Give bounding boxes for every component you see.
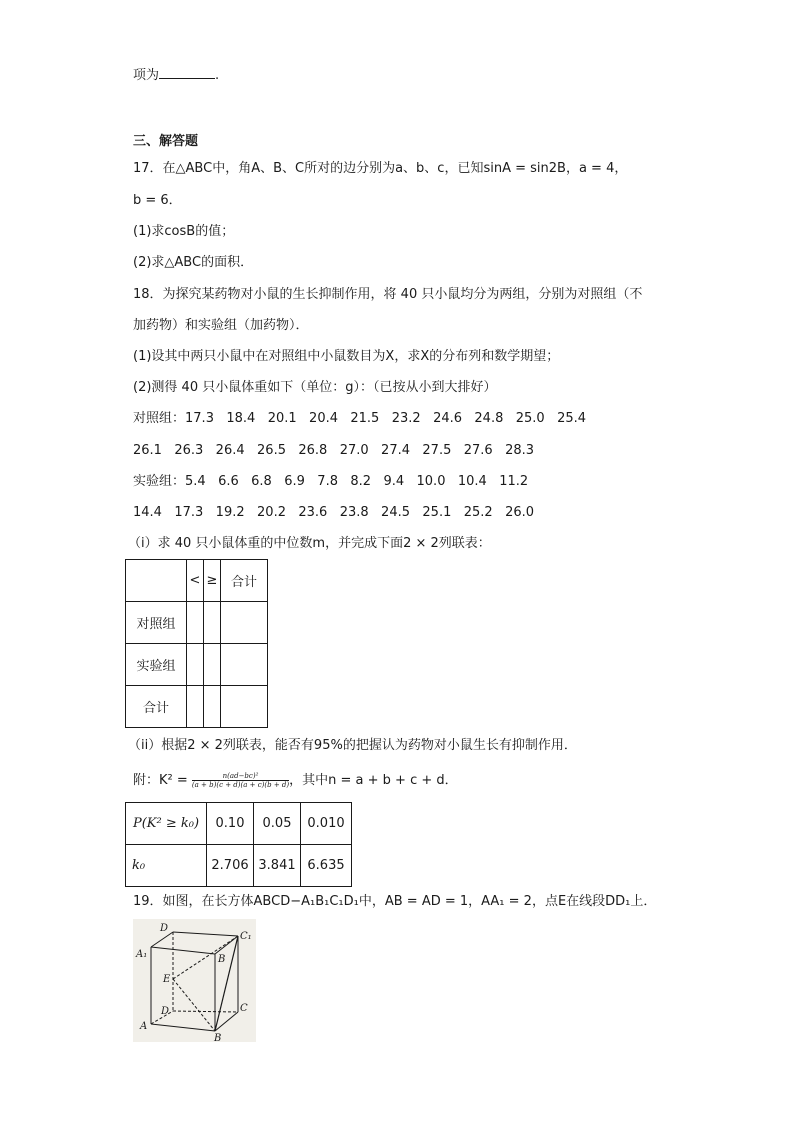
label-B: B: [214, 1033, 222, 1042]
ptable-k-label: k₀: [126, 845, 207, 887]
q17-part1: (1)求cosB的值；: [133, 224, 235, 239]
table-corner-cell: [126, 560, 187, 602]
cuboid-figure: [133, 919, 256, 1042]
ptable-header: P(K² ≥ k₀): [126, 803, 207, 845]
label-D1: D: [160, 923, 169, 934]
q18-line2: 加药物）和实验组（加药物）．: [133, 318, 309, 333]
contingency-table: [125, 559, 268, 728]
header-total: 合计: [221, 560, 268, 602]
ptable-v2: 0.05: [254, 803, 301, 845]
row-total: 合计: [126, 686, 187, 728]
experiment-values-1: 5.4 6.6 6.8 6.9 7.8 8.2 9.4 10.0 10.4 11.2: [185, 474, 529, 489]
appendix-tail: ，其中n = a + b + c + d．: [289, 773, 458, 788]
ptable-k1: 2.706: [207, 845, 254, 887]
cell-total-total[interactable]: [221, 686, 268, 728]
prev-tail-text: 项为: [133, 68, 160, 83]
label-B1: B: [218, 954, 226, 965]
appendix-label: 附：K² =: [133, 773, 192, 788]
control-group-row2: 26.1 26.3 26.4 26.5 26.8 27.0 27.4 27.5 27.6 28.3: [133, 443, 535, 458]
label-C1: C₁: [240, 931, 252, 942]
fraction-numerator: n(ad−bc)²: [192, 772, 289, 781]
header-greater-equal: ≥: [204, 560, 221, 602]
experiment-group-label: 实验组：: [133, 474, 186, 489]
q19-line1: 19．如图，在长方体ABCD−A₁B₁C₁D₁中，AB = AD = 1，AA₁ = 2，点E在线段DD₁上．: [133, 894, 657, 909]
q18-part1: (1)设其中两只小鼠中在对照组中小鼠数目为X，求X的分布列和数学期望；: [133, 349, 560, 364]
control-group-label: 对照组：: [133, 411, 186, 426]
control-values-1: 17.3 18.4 20.1 20.4 21.5 23.2 24.6 24.8 25.0 25.4: [185, 411, 587, 426]
label-A1: A₁: [136, 949, 148, 960]
label-D: D: [161, 1006, 170, 1017]
q17-line1: 17．在△ABC中，角A、B、C所对的边分别为a、b、c，已知sinA = sin2B，a = 4，: [133, 161, 628, 176]
cell-control-total[interactable]: [221, 602, 268, 644]
cell-control-lt[interactable]: [187, 602, 204, 644]
q18-part-ii: （ii）根据2 × 2列联表，能否有95%的把握认为药物对小鼠生长有抑制作用．: [128, 738, 577, 753]
q17-line2: b = 6．: [133, 193, 182, 208]
section-title: 三、解答题: [133, 134, 199, 149]
answer-blank[interactable]: [159, 66, 215, 79]
label-C: C: [240, 1003, 248, 1014]
q18-part-i: （i）求 40 只小鼠体重的中位数m，并完成下面2 × 2列联表：: [128, 536, 491, 551]
formula-fraction: [192, 772, 289, 789]
row-experiment: 实验组: [126, 644, 187, 686]
q17-part2: (2)求△ABC的面积．: [133, 255, 254, 270]
fraction-denominator: (a + b)(c + d)(a + c)(b + d): [191, 781, 290, 789]
cell-experiment-total[interactable]: [221, 644, 268, 686]
ptable-k2: 3.841: [254, 845, 301, 887]
cell-experiment-lt[interactable]: [187, 644, 204, 686]
cuboid-diagram: [133, 919, 256, 1042]
critical-value-table: [125, 802, 352, 887]
ptable-v1: 0.10: [207, 803, 254, 845]
prev-question-tail: 项为 .: [133, 68, 220, 83]
label-E: E: [163, 974, 171, 985]
experiment-group-row2: 14.4 17.3 19.2 20.2 23.6 23.8 24.5 25.1 25.2 26.0: [133, 505, 535, 520]
control-group-row1: [133, 410, 586, 428]
q18-part2: (2)测得 40 只小鼠体重如下（单位：g）：（已按从小到大排好）: [133, 380, 497, 395]
appendix-formula: [133, 772, 458, 790]
experiment-group-row1: [133, 473, 528, 491]
cell-total-ge[interactable]: [204, 686, 221, 728]
cell-experiment-ge[interactable]: [204, 644, 221, 686]
cell-control-ge[interactable]: [204, 602, 221, 644]
row-control: 对照组: [126, 602, 187, 644]
label-A: A: [140, 1021, 148, 1032]
header-less-than: <: [187, 560, 204, 602]
ptable-k3: 6.635: [301, 845, 352, 887]
q18-line1: 18．为探究某药物对小鼠的生长抑制作用，将 40 只小鼠均分为两组，分别为对照组（不: [133, 287, 643, 302]
cell-total-lt[interactable]: [187, 686, 204, 728]
ptable-v3: 0.010: [301, 803, 352, 845]
